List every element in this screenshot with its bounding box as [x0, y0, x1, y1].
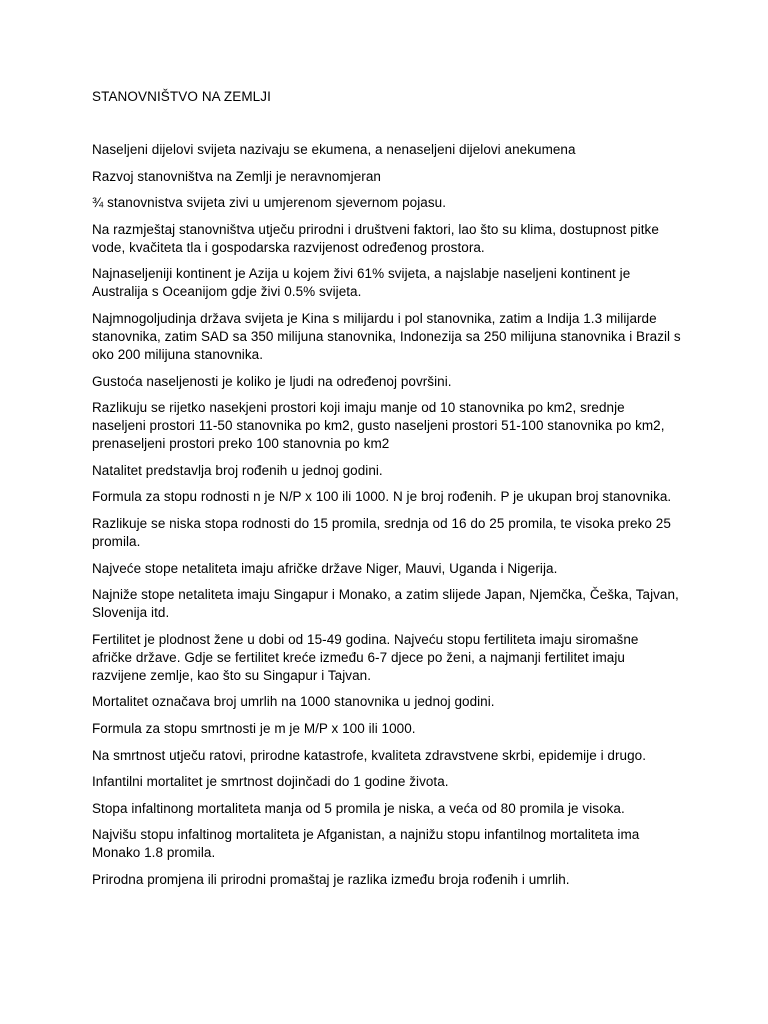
- paragraph-infantilni-mortalitet: Infantilni mortalitet je smrtnost dojinčadi do 1 godine života.: [92, 774, 449, 790]
- paragraph-formula-smrtnosti: Formula za stopu smrtnosti je m je M/P x 100 ili 1000.: [92, 720, 416, 736]
- paragraph-kontinenti: Najnaseljeniji kontinent je Azija u kojem živi 61% svijeta, a najslabje naseljeni kontinent je Australija s Oceanijom gdje živi 0.5% svijeta.: [92, 266, 631, 300]
- paragraph-naseljenost-razredi: Razlikuju se rijetko nasekjeni prostori koji imaju manje od 10 stanovnika po km2, srednje naseljeni prostori 11-50 stanovnika po km2, gusto naseljeni prostori 51-100 stanovnika po km2, prenaseljeni prostori preko 100 stanovnia po km2: [92, 400, 665, 452]
- document-body: [92, 141, 682, 897]
- paragraph-najvece-stope: Najveće stope netaliteta imaju afričke države Niger, Mauvi, Uganda i Nigerija.: [92, 560, 558, 576]
- paragraph-stope-rodnosti: Razlikuje se niska stopa rodnosti do 15 promila, srednja od 16 do 25 promila, te visoka preko 25 promila.: [92, 515, 671, 549]
- paragraph-utjecaji-smrtnosti: Na smrtnost utječu ratovi, prirodne katastrofe, kvaliteta zdravstvene skrbi, epidemije i drugo.: [92, 747, 646, 763]
- paragraph-ekumena: Naseljeni dijelovi svijeta nazivaju se ekumena, a nenaseljeni dijelovi anekumena: [92, 142, 576, 157]
- paragraph-stopa-infantilnog: Stopa infaltinong mortaliteta manja od 5 promila je niska, a veća od 80 promila je visoka.: [92, 800, 625, 816]
- paragraph-mnogoljudne-drzave: Najmnogoljudinja država svijeta je Kina s milijardu i pol stanovnika, zatim a Indija 1.3 milijarde stanovnika, zatim SAD sa 350 milijuna stanovnika, Indonezija sa 250 milijuna stanovnika i Brazil s oko 200 milijuna stanovnika.: [92, 310, 681, 362]
- paragraph-gustoca: Gustoća naseljenosti je koliko je ljudi na određenoj površini.: [92, 373, 452, 389]
- paragraph-mortalitet: Mortalitet označava broj umrlih na 1000 stanovnika u jednoj godini.: [92, 694, 495, 710]
- document-title: STANOVNIŠTVO NA ZEMLJI: [92, 89, 271, 104]
- paragraph-fertilitet: Fertilitet je plodnost žene u dobi od 15-49 godina. Najveću stopu fertiliteta imaju siromašne afričke države. Gdje se fertilitet kreće između 6-7 djece po ženi, a najmanji fertilitet imaju razvijene zemlje, kao što su Singapur i Tajvan.: [92, 631, 639, 683]
- paragraph-formula-rodnosti: Formula za stopu rodnosti n je N/P x 100 ili 1000. N je broj rođenih. P je ukupan broj stanovnika.: [92, 489, 672, 505]
- paragraph-razvoj: Razvoj stanovništva na Zemlji je neravnomjeran: [92, 168, 381, 184]
- paragraph-natalitet: Natalitet predstavlja broj rođenih u jednoj godini.: [92, 462, 383, 478]
- paragraph-najvisa-stopa: Najvišu stopu infaltinog mortaliteta je Afganistan, a najnižu stopu infantilnog mortaliteta ima Monako 1.8 promila.: [92, 827, 640, 861]
- paragraph-najnize-stope: Najniže stope netaliteta imaju Singapur i Monako, a zatim slijede Japan, Njemčka, Češka, Tajvan, Slovenija itd.: [92, 587, 679, 621]
- paragraph-umjereni-pojas: ¾ stanovnistva svijeta zivi u umjerenom sjevernom pojasu.: [92, 195, 447, 211]
- paragraph-prirodna-promjena: Prirodna promjena ili prirodni promaštaj je razlika između broja rođenih i umrlih.: [92, 871, 570, 887]
- paragraph-razmjestaj: Na razmještaj stanovništva utječu prirodni i društveni faktori, lao što su klima, dostupnost pitke vode, kvačiteta tla i gospodarska razvijenost određenog prostora.: [92, 221, 659, 255]
